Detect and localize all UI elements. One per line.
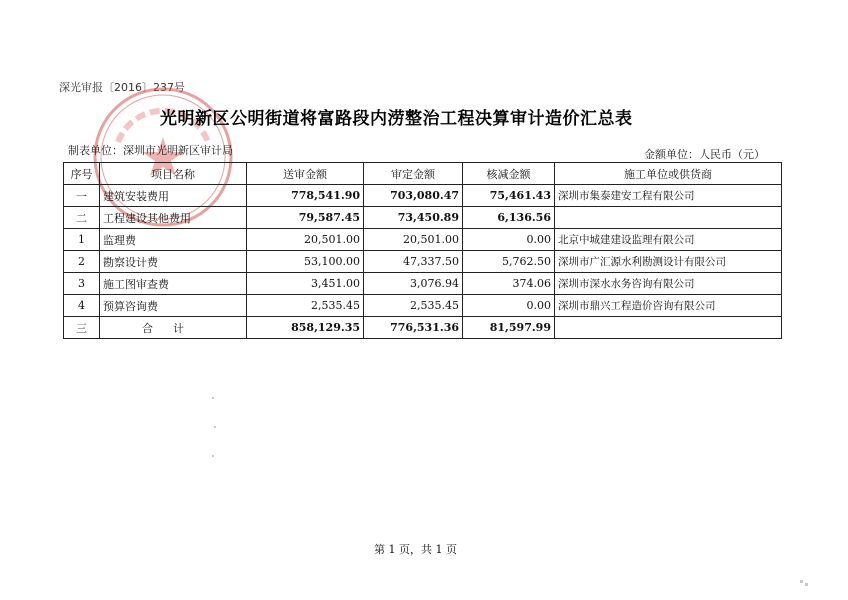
row-reduced: 75,461.43 — [463, 185, 555, 207]
total-approved: 776,531.36 — [364, 317, 463, 339]
row-contractor: 深圳市集泰建安工程有限公司 — [555, 185, 782, 207]
row-approved: 2,535.45 — [364, 295, 463, 317]
row-name: 勘察设计费 — [100, 251, 247, 273]
page-footer: 第 1 页，共 1 页 — [374, 543, 457, 556]
row-contractor: 北京中城建建设监理有限公司 — [555, 229, 782, 251]
row-seq: 4 — [64, 295, 100, 317]
row-approved: 47,337.50 — [364, 251, 463, 273]
row-name: 预算咨询费 — [100, 295, 247, 317]
row-seq: 1 — [64, 229, 100, 251]
row-approved: 3,076.94 — [364, 273, 463, 295]
header-submitted: 送审金额 — [247, 163, 364, 185]
row-reduced: 0.00 — [463, 229, 555, 251]
page-title: 光明新区公明街道将富路段内涝整治工程决算审计造价汇总表 — [160, 109, 633, 129]
doc-number: 深光审报〔2016〕237号 — [59, 81, 185, 94]
row-reduced: 374.06 — [463, 273, 555, 295]
total-submitted: 858,129.35 — [247, 317, 364, 339]
row-contractor: 深圳市鼎兴工程造价咨询有限公司 — [555, 295, 782, 317]
row-seq: 3 — [64, 273, 100, 295]
row-submitted: 20,501.00 — [247, 229, 364, 251]
row-approved: 20,501.00 — [364, 229, 463, 251]
row-approved: 73,450.89 — [364, 207, 463, 229]
row-contractor: 深圳市深水水务咨询有限公司 — [555, 273, 782, 295]
total-label: 合计 — [100, 317, 247, 339]
row-name: 建筑安装费用 — [100, 185, 247, 207]
header-contractor: 施工单位或供货商 — [555, 163, 782, 185]
row-reduced: 6,136.56 — [463, 207, 555, 229]
total-seq: 三 — [64, 317, 100, 339]
header-reduced: 核减金额 — [463, 163, 555, 185]
row-reduced: 0.00 — [463, 295, 555, 317]
row-seq: 2 — [64, 251, 100, 273]
row-name: 监理费 — [100, 229, 247, 251]
row-submitted: 53,100.00 — [247, 251, 364, 273]
header-seq: 序号 — [64, 163, 100, 185]
row-approved: 703,080.47 — [364, 185, 463, 207]
row-submitted: 79,587.45 — [247, 207, 364, 229]
preparer-unit: 制表单位：深圳市光明新区审计局 — [68, 144, 233, 157]
row-submitted: 778,541.90 — [247, 185, 364, 207]
row-seq: 二 — [64, 207, 100, 229]
row-contractor: 深圳市广汇源水利勘测设计有限公司 — [555, 251, 782, 273]
row-reduced: 5,762.50 — [463, 251, 555, 273]
row-seq: 一 — [64, 185, 100, 207]
row-submitted: 2,535.45 — [247, 295, 364, 317]
header-item-name: 项目名称 — [100, 163, 247, 185]
row-name: 施工图审查费 — [100, 273, 247, 295]
header-approved: 审定金额 — [364, 163, 463, 185]
row-name: 工程建设其他费用 — [100, 207, 247, 229]
total-reduced: 81,597.99 — [463, 317, 555, 339]
currency-unit: 金额单位：人民币（元） — [644, 148, 765, 161]
row-submitted: 3,451.00 — [247, 273, 364, 295]
